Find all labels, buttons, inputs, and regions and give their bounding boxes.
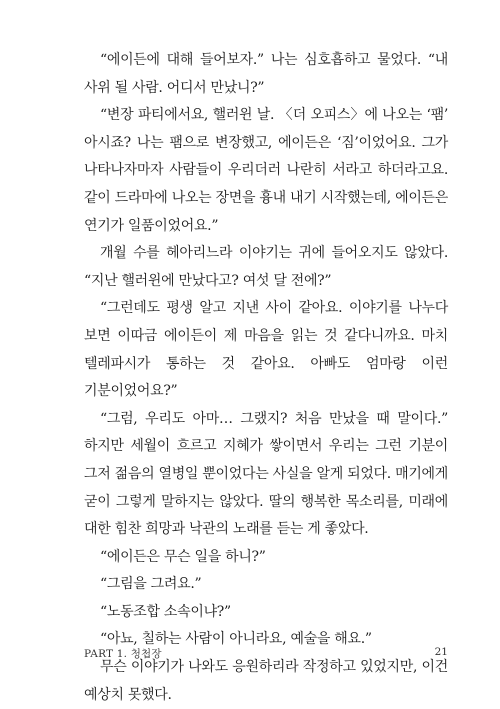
- page-number: 21: [434, 646, 448, 658]
- paragraph: “아뇨, 칠하는 사람이 아니라요, 예술을 해요.”: [100, 631, 372, 648]
- paragraph: “그런데도 평생 알고 지낸 사이 같아요. 이야기를 나누다 보면 이따금 에이든이 제 마음을 읽는 것 같다니까요. 마치 텔레파시가 통하는 것 같아요. 아빠도 엄마랑 이런 기분이었어요?”: [84, 300, 448, 400]
- paragraph: 개월 수를 헤아리느라 이야기는 귀에 들어오지도 않았다. “지난 핼러윈에 만났다고? 여섯 달 전에?”: [84, 245, 448, 289]
- paragraph: “에이든에 대해 들어보자.” 나는 심호흡하고 물었다. “내 사위 될 사람. 어디서 만났니?”: [84, 52, 448, 96]
- paragraph: “에이든은 무슨 일을 하니?”: [100, 548, 266, 565]
- paragraph: “그럼, 우리도 아마… 그랬지? 처음 만났을 때 말이다.” 하지만 세월이 흐르고 지혜가 쌓이면서 우리는 그런 기분이 그저 젊음의 열병일 뿐이었다는 사실을 알게 되었다. 매기에게 굳이 그렇게 말하지는 않았다. 딸의 행복한 목소리를, 미래에 대한 힘찬 희망과 낙관의 노래를 듣는 게 좋았다.: [84, 410, 448, 538]
- paragraph: “변장 파티에서요, 핼러윈 날. 〈더 오피스〉에 나오는 ‘팸’ 아시죠? 나는 팸으로 변장했고, 에이든은 ‘짐’이었어요. 그가 나타나자마자 사람들이 우리더러 나란히 서라고 하더라고요. 같이 드라마에 나오는 장면을 흉내 내기 시작했는데, 에이든은 연기가 일품이었어요.”: [84, 107, 448, 234]
- paragraph: 무슨 이야기가 나와도 응원하리라 작정하고 있었지만, 이건 예상치 못했다.: [84, 659, 448, 703]
- paragraph: “노동조합 소속이냐?”: [100, 603, 231, 620]
- body-text: [84, 47, 448, 709]
- paragraph: “그림을 그려요.”: [100, 576, 202, 593]
- running-footer-section: PART 1. 청첩장: [84, 648, 162, 660]
